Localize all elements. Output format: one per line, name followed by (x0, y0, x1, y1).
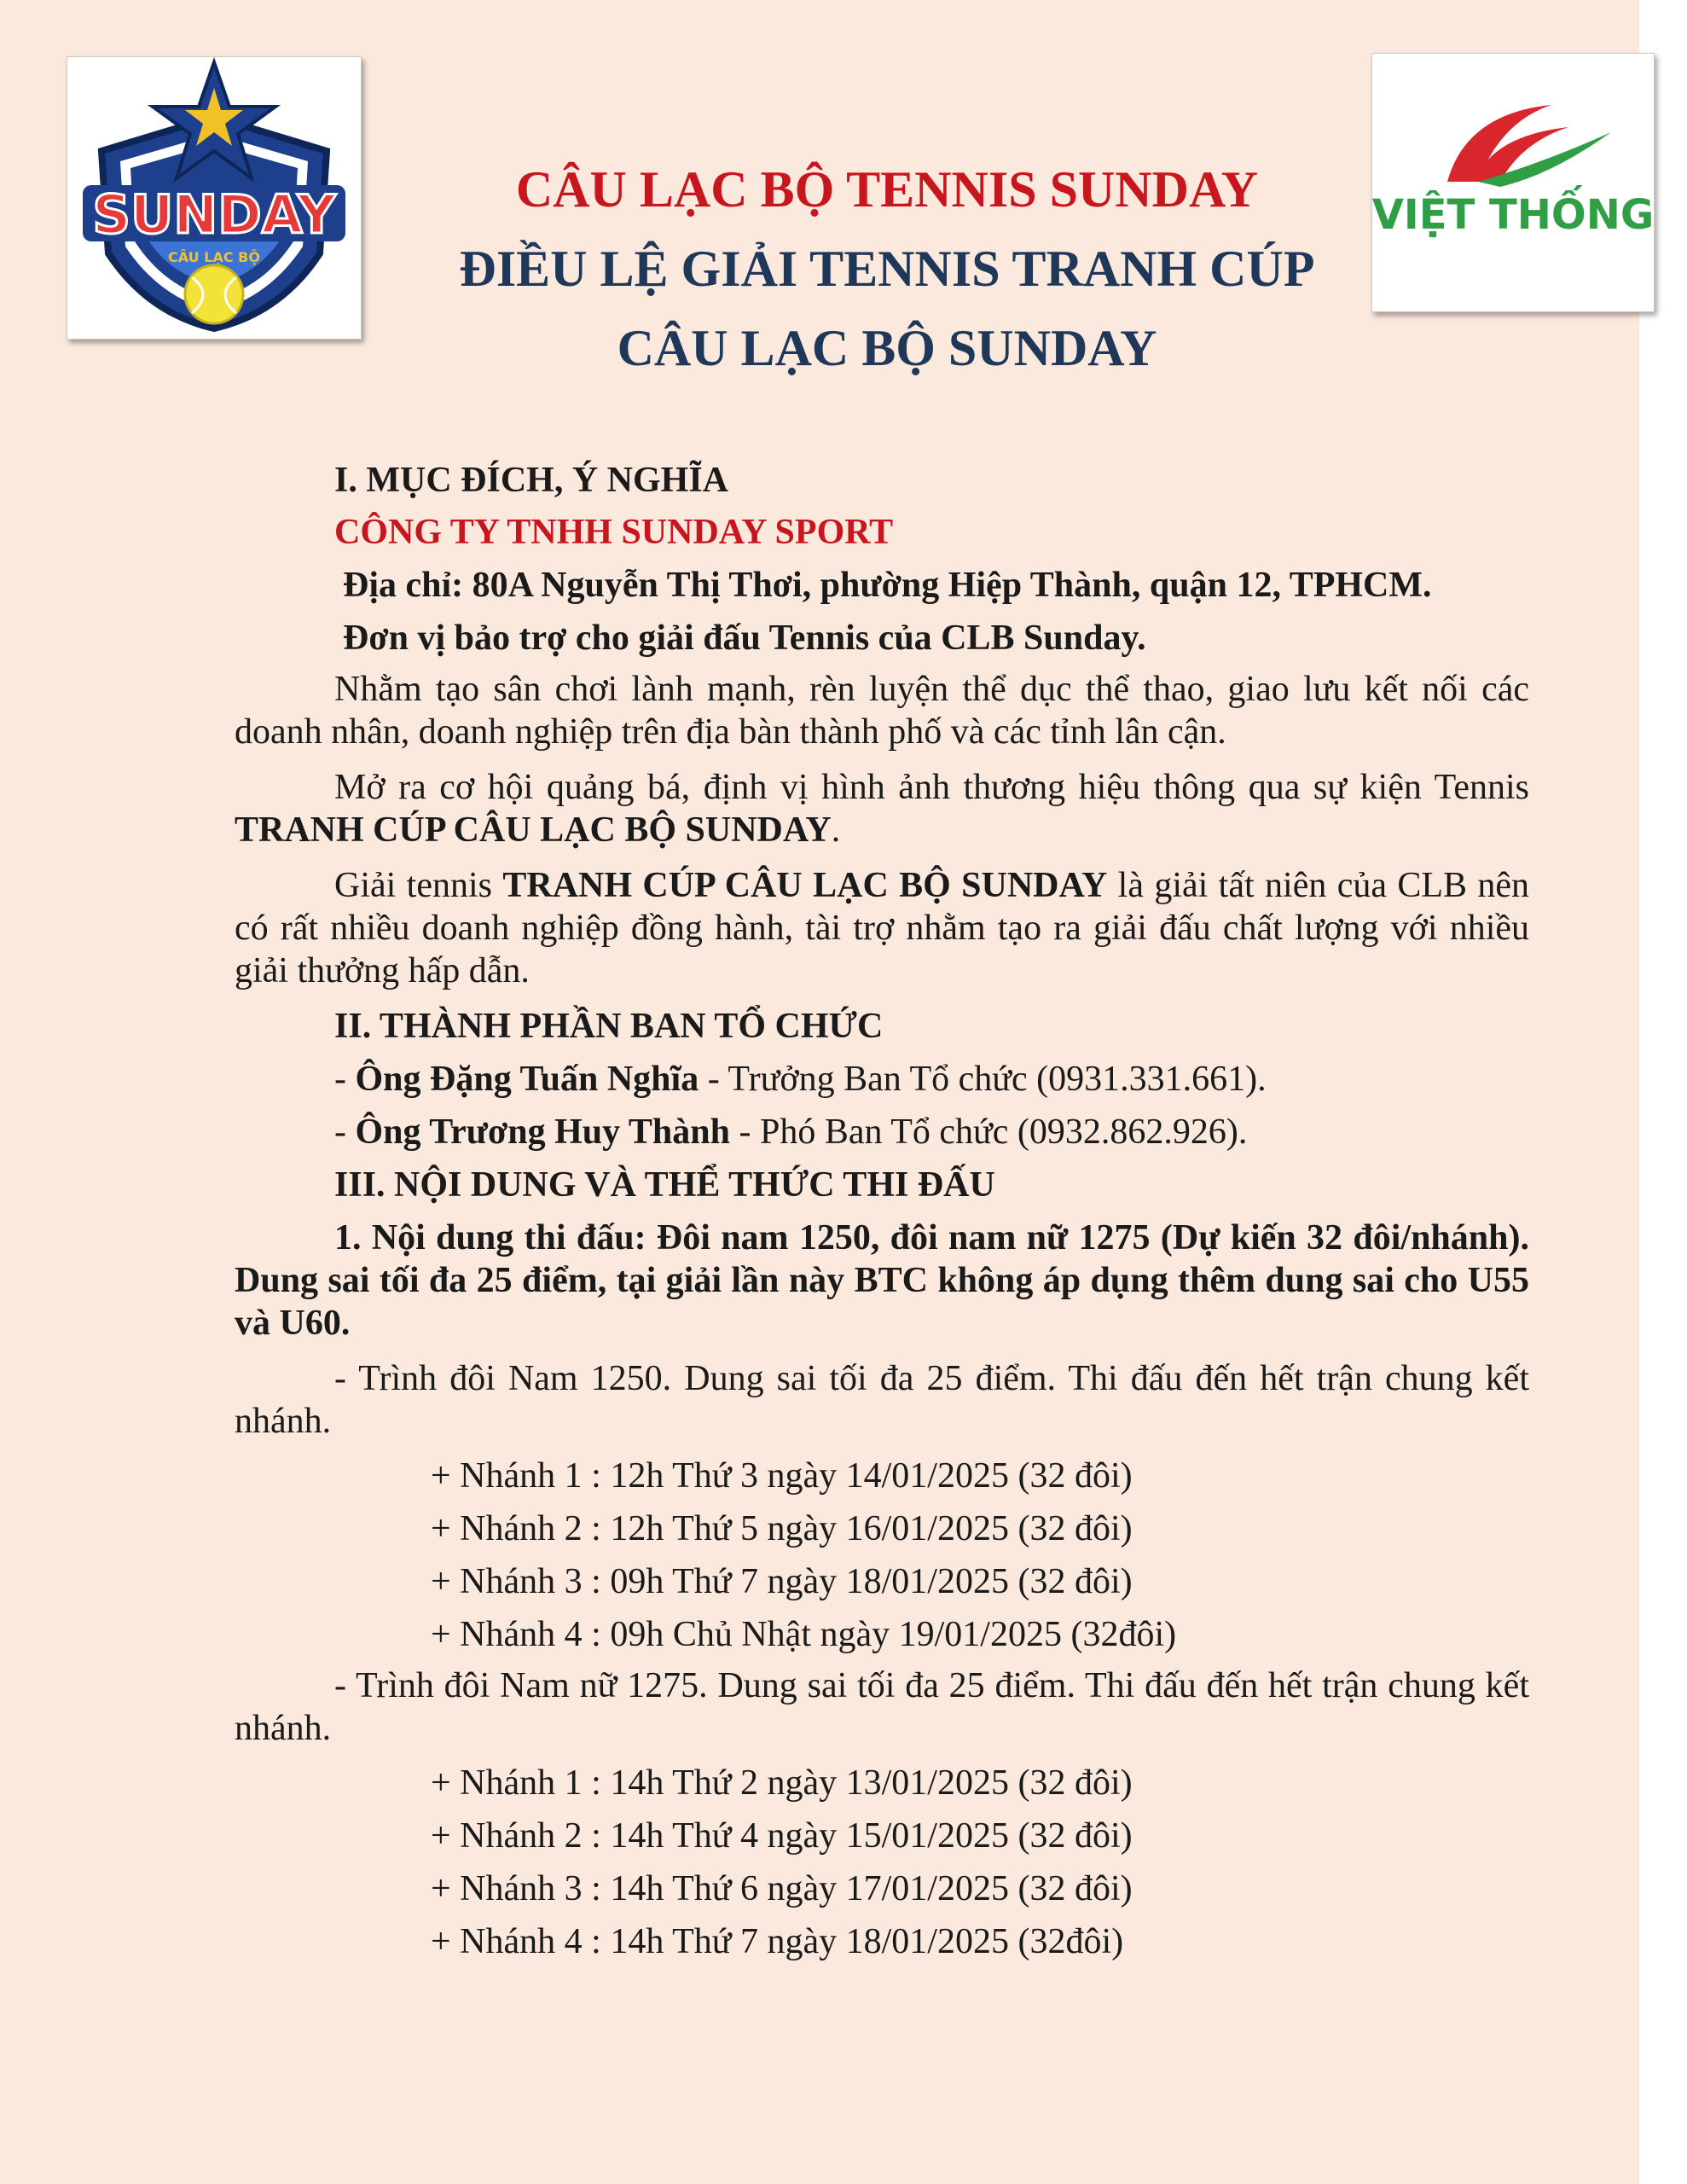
company-address: Địa chỉ: 80A Nguyễn Thị Thơi, phường Hiệp Thành, quận 12, TPHCM. (343, 566, 1432, 605)
section-1-heading: I. MỤC ĐÍCH, Ý NGHĨA (334, 461, 728, 500)
regulation-title: ĐIỀU LỆ GIẢI TENNIS TRANH CÚP (459, 241, 1315, 297)
men-branch-3: + Nhánh 3 : 09h Thứ 7 ngày 18/01/2025 (32 đôi) (431, 1562, 1133, 1601)
mixed-doubles-intro: - Trình đôi Nam nữ 1275. Dung sai tối đa 25 điểm. Thi đấu đến hết trận chung kết nhánh. (235, 1666, 1529, 1748)
men-doubles-intro: - Trình đôi Nam 1250. Dung sai tối đa 25 điểm. Thi đấu đến hết trận chung kết nhánh. (235, 1359, 1529, 1441)
organizer-deputy: - Ông Trương Huy Thành - Phó Ban Tổ chức (0932.862.926). (334, 1112, 1248, 1152)
purpose-paragraph-2: Mở ra cơ hội quảng bá, định vị hình ảnh thương hiệu thông qua sự kiện Tennis TRANH CÚP CÂU LẠC BỘ SUNDAY. (235, 768, 1529, 850)
men-branch-4: + Nhánh 4 : 09h Chủ Nhật ngày 19/01/2025 (32đôi) (431, 1615, 1177, 1654)
organizer-head: - Ông Đặng Tuấn Nghĩa - Trưởng Ban Tổ chức (0931.331.661). (334, 1060, 1267, 1099)
mixed-branch-3: + Nhánh 3 : 14h Thứ 6 ngày 17/01/2025 (32 đôi) (431, 1869, 1133, 1908)
viet-thong-logo-text: VIỆT THỐNG (1372, 191, 1654, 239)
men-branch-2: + Nhánh 2 : 12h Thứ 5 ngày 16/01/2025 (32 đôi) (431, 1509, 1133, 1548)
section-3-heading: III. NỘI DUNG VÀ THỂ THỨC THI ĐẤU (334, 1165, 995, 1205)
cup-title: CÂU LẠC BỘ SUNDAY (617, 320, 1157, 376)
sunday-logo-subtext: CÂU LẠC BỘ (168, 249, 260, 265)
company-name: CÔNG TY TNHH SUNDAY SPORT (334, 513, 894, 552)
mixed-branch-2: + Nhánh 2 : 14h Thứ 4 ngày 15/01/2025 (32 đôi) (431, 1816, 1133, 1856)
purpose-paragraph-3: Giải tennis TRANH CÚP CÂU LẠC BỘ SUNDAY là giải tất niên của CLB nên có rất nhiều doanh nghiệp đồng hành, tài trợ nhằm tạo ra giải đấu chất lượng với nhiều giải thưởng hấp dẫn. (235, 866, 1530, 990)
club-title: CÂU LẠC BỘ TENNIS SUNDAY (515, 161, 1259, 218)
purpose-paragraph-1: Nhằm tạo sân chơi lành mạnh, rèn luyện thể dục thể thao, giao lưu kết nối các doanh nhân, doanh nghiệp trên địa bàn thành phố và các tỉnh lân cận. (235, 670, 1529, 752)
section-2-heading: II. THÀNH PHẦN BAN TỔ CHỨC (334, 1007, 884, 1046)
competition-content: 1. Nội dung thi đấu: Đôi nam 1250, đôi nam nữ 1275 (Dự kiến 32 đôi/nhánh). Dung sai tối đa 25 điểm, tại giải lần này BTC không áp dụng thêm dung sai cho U55 và U60. (235, 1218, 1529, 1343)
sponsor-note: Đơn vị bảo trợ cho giải đấu Tennis của CLB Sunday. (343, 619, 1146, 658)
sunday-club-logo (67, 56, 362, 340)
sunday-shield-icon (67, 57, 361, 339)
mixed-branch-4: + Nhánh 4 : 14h Thứ 7 ngày 18/01/2025 (32đôi) (431, 1922, 1124, 1961)
sunday-logo-text: SUNDAY (92, 183, 336, 246)
tennis-ball-icon (185, 265, 243, 323)
men-branch-1: + Nhánh 1 : 12h Thứ 3 ngày 14/01/2025 (32 đôi) (431, 1456, 1133, 1496)
mixed-branch-1: + Nhánh 1 : 14h Thứ 2 ngày 13/01/2025 (32 đôi) (431, 1763, 1133, 1803)
